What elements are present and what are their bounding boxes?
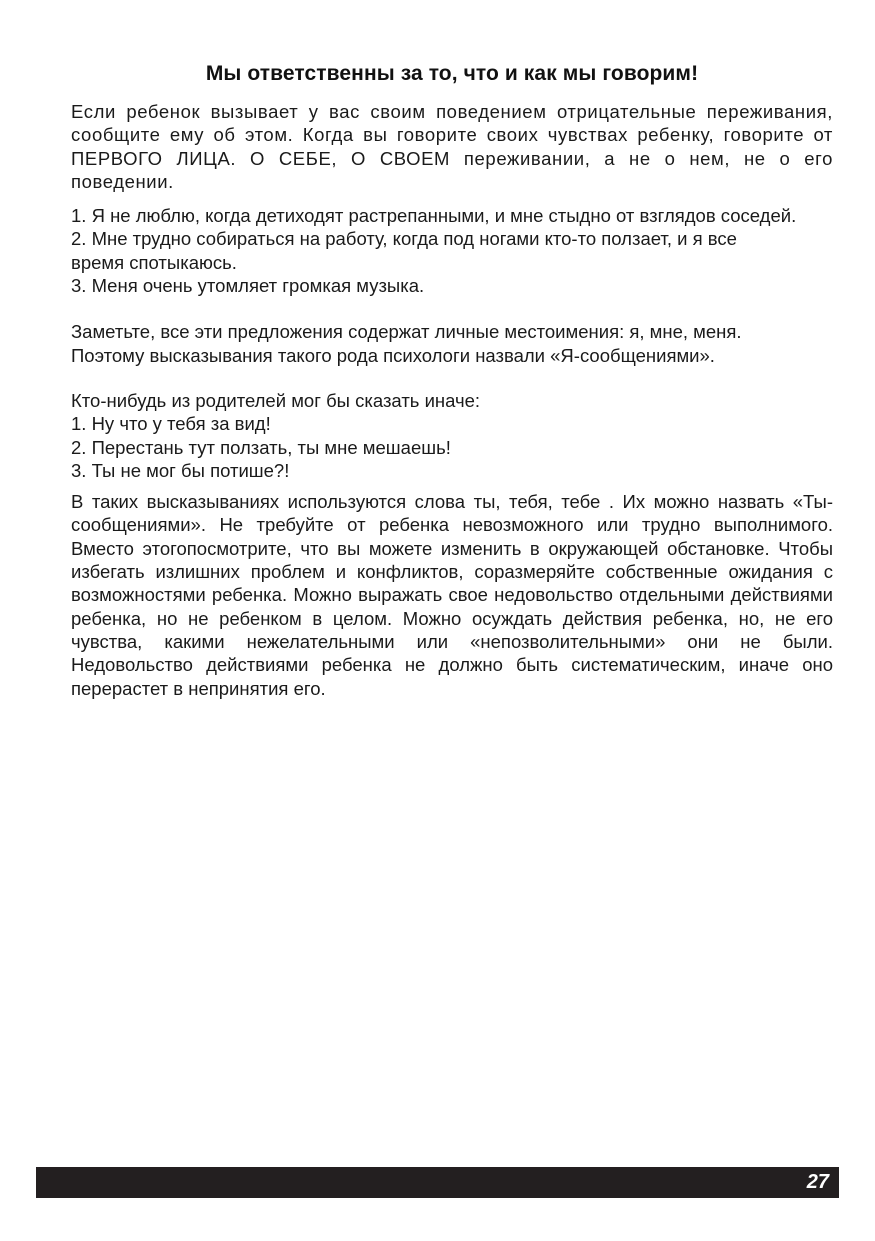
alt-intro: Кто-нибудь из родителей мог бы сказать иначе: <box>71 389 481 411</box>
list-item: 2. Мне трудно собираться на работу, когда под ногами кто-то ползает, и я все время спотыкаюсь. <box>71 228 737 273</box>
conclusion-paragraph: В таких высказываниях используются слова ты, тебя, тебе . Их можно назвать «Ты-сообщениями». Не требуйте от ребенка невозможного или трудно выполнимого. Вместо этогопосмотрите, что вы можете изменить в окружающей обстановке. Чтобы избегать излишних проблем и конфликтов, соразмеряйте собственные ожидания с возможностями ребенка. Можно выражать свое недовольство отдельными действиями ребенка, но не ребенком в целом. Можно осуждать действия ребенка, но, не его чувства, какими нежелательными или «непозволительными» они не были. Недовольство действиями ребенка не должно быть систематическим, иначе оно перерастет в непринятия его. <box>71 491 833 699</box>
spacer <box>71 367 833 389</box>
spacer <box>71 297 833 320</box>
spacer <box>71 482 833 490</box>
note-line-2: Поэтому высказывания такого рода психологи назвали «Я-сообщениями». <box>71 344 715 366</box>
page-title: Мы ответственны за то, что и как мы говорим! <box>205 62 699 85</box>
i-messages-list <box>71 204 833 297</box>
note-line-1: Заметьте, все эти предложения содержат личные местоимения: я, мне, меня. <box>71 321 742 343</box>
intro-paragraph: Если ребенок вызывает у вас своим поведением отрицательные переживания, сообщите ему об этом. Когда вы говорите своих чувствах ребенку, говорите от ПЕРВОГО ЛИЦА. О СЕБЕ, О СВОЕМ переживании, а не о нем, не о его поведении. <box>71 101 833 192</box>
list-item: 2. Перестань тут ползать, ты мне мешаешь! <box>71 436 451 458</box>
spacer <box>71 193 833 204</box>
list-item: 3. Меня очень утомляет громкая музыка. <box>71 275 425 297</box>
page-number: 27 <box>806 1171 829 1193</box>
list-item: 1. Ну что у тебя за вид! <box>71 413 271 435</box>
you-messages-list <box>71 412 833 482</box>
list-item: 1. Я не люблю, когда детиходят растрепанными, и мне стыдно от взглядов соседей. <box>71 205 797 227</box>
page-content <box>71 62 833 700</box>
footer-bar <box>36 1167 839 1198</box>
list-item: 3. Ты не мог бы потише?! <box>71 459 290 481</box>
